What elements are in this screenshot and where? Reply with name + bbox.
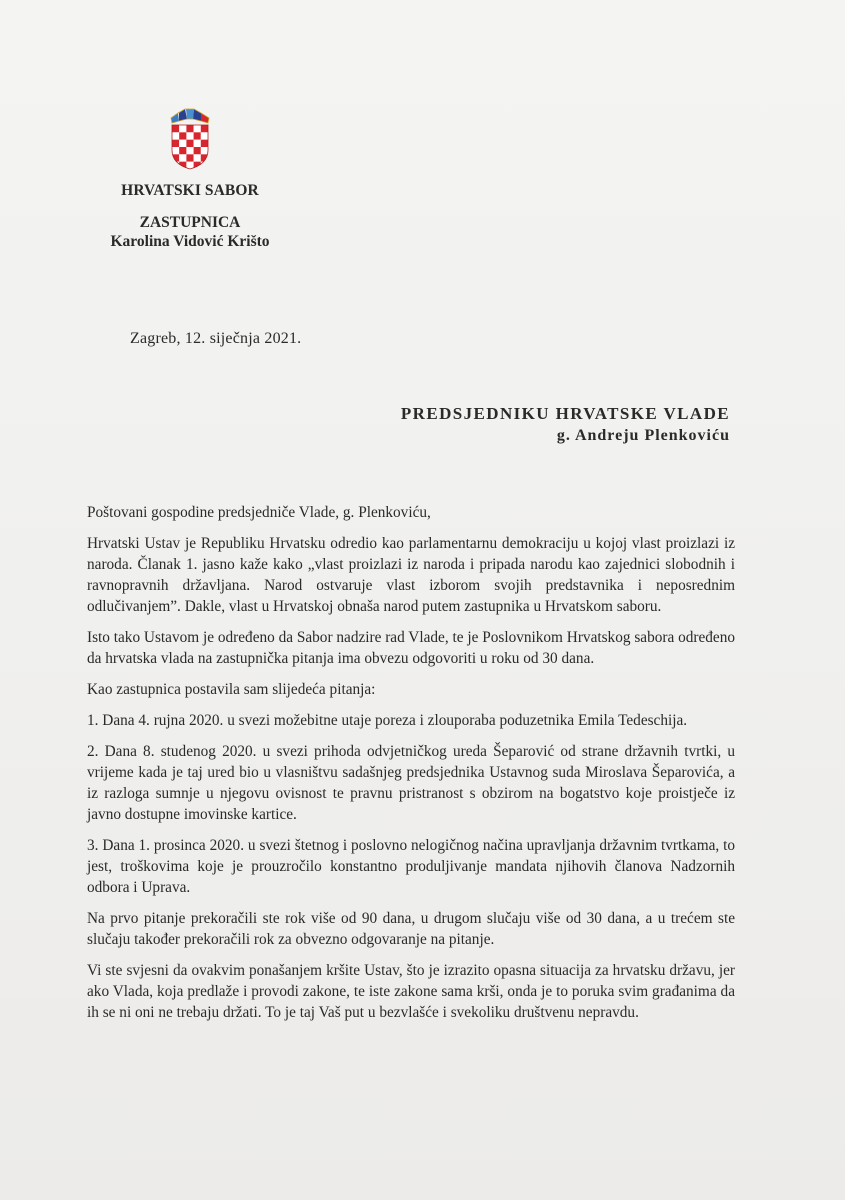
sender-role: ZASTUPNICA (139, 214, 241, 231)
letter-body (87, 502, 735, 1023)
emblem-square (179, 125, 186, 132)
emblem-square (194, 147, 201, 154)
sender-name: Karolina Vidović Krišto (110, 233, 270, 250)
question-item: 2. Dana 8. studenog 2020. u svezi prihoda odvjetničkog ureda Šeparović od strane državnih tvrtki, u vrijeme kada je taj ured bio u vlasništvu sadašnjeg predsjednika Ustavnog suda Miroslava Šeparovića, a iz razloga sumnje u njegovu ovisnost te pravnu pristranost s obzirom na bogatstvo koje proistječe iz javno dostupne imovinske kartice. (87, 743, 735, 823)
letterhead (100, 108, 280, 251)
body-paragraph: Hrvatski Ustav je Republiku Hrvatsku odredio kao parlamentarnu demokraciju u kojoj vlast proizlazi iz naroda. Članak 1. jasno kaže kako „vlast proizlazi iz naroda i pripada narodu kao zajednici slobodnih i ravnopravnih državljana. Narod ostvaruje vlast izborom svojih predstavnika i neposrednim odlučivanjem”. Dakle, vlast u Hrvatskoj obnaša narod putem zastupnika u Hrvatskom saboru. (87, 535, 735, 615)
emblem-square (201, 140, 208, 147)
emblem-square (172, 140, 179, 147)
emblem-square (201, 147, 208, 154)
recipient-name: g. Andreju Plenkoviću (556, 427, 730, 444)
emblem-square (172, 132, 179, 139)
croatian-coat-of-arms-icon (169, 108, 211, 170)
emblem-square (172, 125, 179, 132)
date-line: Zagreb, 12. siječnja 2021. (130, 330, 302, 347)
emblem-square (179, 132, 186, 139)
emblem-square (194, 162, 201, 169)
emblem-square (194, 140, 201, 147)
body-paragraph: Isto tako Ustavom je određeno da Sabor nadzire rad Vlade, te je Poslovnikom Hrvatskog sabora određeno da hrvatska vlada na zastupnička pitanja ima obvezu odgovoriti u roku od 30 dana. (87, 629, 735, 667)
emblem-square (186, 147, 193, 154)
body-paragraph: Kao zastupnica postavila sam slijedeća pitanja: (87, 681, 376, 698)
body-paragraph: Vi ste svjesni da ovakvim ponašanjem kršite Ustav, što je izrazito opasna situacija za hrvatsku državu, jer ako Vlada, koja predlaže i provodi zakone, te iste zakone sama krši, onda je to poruka svim građanima da ih se ni oni ne trebaju držati. To je taj Vaš put u bezvlašće i svekoliku društvenu nepravdu. (87, 962, 735, 1021)
emblem-square (179, 162, 186, 169)
emblem-square (201, 132, 208, 139)
emblem-square (172, 147, 179, 154)
emblem-square (186, 132, 193, 139)
question-item: 3. Dana 1. prosinca 2020. u svezi štetnog i poslovno nelogičnog načina upravljanja državnim tvrtkama, to jest, troškovima koje je prouzročilo konstantno produljivanje mandata njihovih članova Nadzornih odbora i Uprava. (87, 837, 735, 896)
recipient-title: PREDSJEDNIKU HRVATSKE VLADE (400, 404, 730, 423)
emblem-square (186, 140, 193, 147)
salutation: Poštovani gospodine predsjedniče Vlade, g. Plenkoviću, (87, 504, 431, 521)
recipient-block (401, 402, 730, 447)
question-item: 1. Dana 4. rujna 2020. u svezi možebitne utaje poreza i zlouporaba poduzetnika Emila Tedeschija. (87, 712, 688, 729)
emblem-square (186, 154, 193, 161)
institution-name: HRVATSKI SABOR (121, 182, 259, 199)
body-paragraph: Na prvo pitanje prekoračili ste rok više od 90 dana, u drugom slučaju više od 30 dana, a u trećem ste slučaju također prekoračili rok za obvezno odgovaranje na pitanje. (87, 910, 735, 948)
emblem-square (186, 125, 193, 132)
emblem-square (194, 154, 201, 161)
emblem-square (201, 125, 208, 132)
emblem-square (179, 147, 186, 154)
emblem-square (194, 132, 201, 139)
emblem-square (179, 154, 186, 161)
emblem-square (194, 125, 201, 132)
emblem-square (179, 140, 186, 147)
